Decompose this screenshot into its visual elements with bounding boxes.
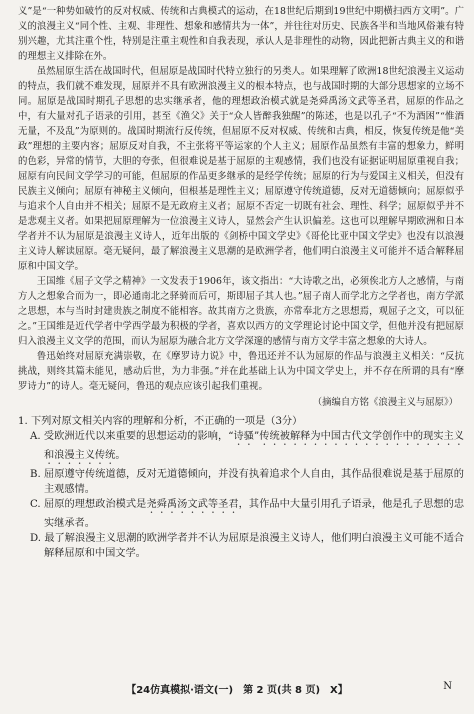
option-c-end: ，其作品中大量引用孔子语录，他是孔子思想的忠实继承者。 [44, 499, 465, 529]
option-c-text: C. 屈原的理想政治模式是 [30, 499, 147, 510]
passage-paragraph-1: 义”是“一种势如破竹的反对权威、传统和古典模式的运动，在18世纪后期到19世纪中期横扫西方文明”。广义的浪漫主义“同个性、主观、非理性、想象和感情共为一体”，并往往对历史、民族各半和当地风俗兼有特别兴趣，尤其注重个性，特别是注重主观性和自我表现，承认人是非理性的动物，因此把新古典主义的和谐的理想主义排除在外。 [18, 6, 464, 62]
option-c-emphasis: 尧舜禹汤文武等圣君 [146, 499, 239, 510]
option-d: D. 最了解浪漫主义思潮的欧洲学者并不认为屈原是浪漫主义诗人，他们明白浪漫主义可能不适合解释屈原和中国文学。 [30, 533, 464, 559]
option-b: B. 屈原遵守传统道德，反对无道德倾向，并没有执着追求个人自由，其作品很难说是基于屈原的主观感情。 [30, 469, 464, 495]
passage-source: （摘编自方铭《浪漫主义与屈原》） [312, 397, 458, 408]
option-a-emphasis: “诗骚”传统被解释为中国古代文学创作中的现实主义和浪漫主义传统 [44, 431, 464, 461]
footer-page-info: 【24仿真模拟·语文(一) 第 2 页(共 8 页) X】 [126, 685, 348, 696]
option-c [18, 497, 464, 531]
passage-paragraph-2: 虽然屈原生活在战国时代，但屈原是战国时代特立独行的另类人。如果理解了欧洲18世纪浪漫主义运动的特点，我们就不难发现，屈原并不具有欧洲浪漫主义的根本特点，也与战国时期的大部分思想家的立场不同。屈原是战国时期孔子思想的忠实继承者，他的理想政治模式就是尧舜禹汤文武等圣君，屈原的作品之中，有大量对孔子语录的引用，甚至《渔父》关于“众人皆醉我独醒”的陈述，也是以孔子“不为酒困”“惟酒无量，不及乱”为原则的。战国时期流行反传统，但屈原不反对权威、传统和古典，相反，恢复传统是他“美政”理想的主要内容；屈原反对自我，不主张将平等运家的个人主义；屈原作品虽然有丰富的想象力，鲜明的色彩，异常的情节，大胆的夸张，但很难说是基于屈原的主观感情，我们也没有证据证明屈原重视自我；屈原有向民间文学学习的可能，但屈原的作品更多继承的是经学传统；屈原的行为与爱国主义相关，但没有民族主义倾向；屈原有神秘主义倾向，但根基是理性主义；屈原遵守传统道德，反对无道德倾向；屈原似乎与追求个人自由并不相关；屈原不是无政府主义者；屈原不否定一切既有社会、理性、科学；屈原似乎并不是悲观主义者。如果把屈原理解为一位浪漫主义诗人，显然会产生认识偏差。这也可以理解早期欧洲和日本学者并不认为屈原是浪漫主义诗人，近年出版的《剑桥中国文学史》《哥伦比亚中国文学史》也没有以浪漫主义诗人解读屈原。毫无疑问，最了解浪漫主义思潮的是欧洲学者，他们明白浪漫主义可能并不适合解释屈原和中国文学。 [18, 66, 464, 272]
option-a-end: 。 [115, 450, 126, 461]
option-a-text: A. 受欧洲近代以来重要的思想运动的影响， [30, 431, 229, 442]
passage-paragraph-4: 鲁迅始终对屈原充满崇敬，在《摩罗诗力说》中，鲁迅还并不认为屈原的作品与浪漫主义相关：“反抗挑战，则终其篇未能见，感动后世，为力非强。”并在此基础上认为中国文学史上，并不存在所谓的具有“摩罗诗力”的诗人。毫无疑问，鲁迅的观点应该引起我们重视。 [18, 351, 464, 392]
question-stem: 1. 下列对原文相关内容的理解和分析，不正确的一项是（3分） [18, 416, 303, 427]
footer-corner-mark: N [443, 681, 452, 692]
page-footer [0, 681, 474, 697]
passage-paragraph-3: 王国维《屈子文学之精神》一文发表于1906年，该文指出：“大诗歌之出，必须俟北方人之感情，与南方人之想象合而为一，即必通南北之驿骑而后可，斯即屈子其人也。”屈子南人而学北方之学者也，南方学派之思想，本与当时封建贵族之制度不能相容。故其南方之贵族，亦常奉北方之思想焉，观屈子之文，可以征之。”王国维是近代学者中学西学最为积极的学者，喜欢以西方的文学理论讨论中国文学，但他并没有把屈原归入浪漫主义文学的范围，而认为屈原为融合北方文学深邃的感情与南方文学丰富之想象的大诗人。 [18, 276, 464, 347]
option-a [18, 429, 464, 467]
